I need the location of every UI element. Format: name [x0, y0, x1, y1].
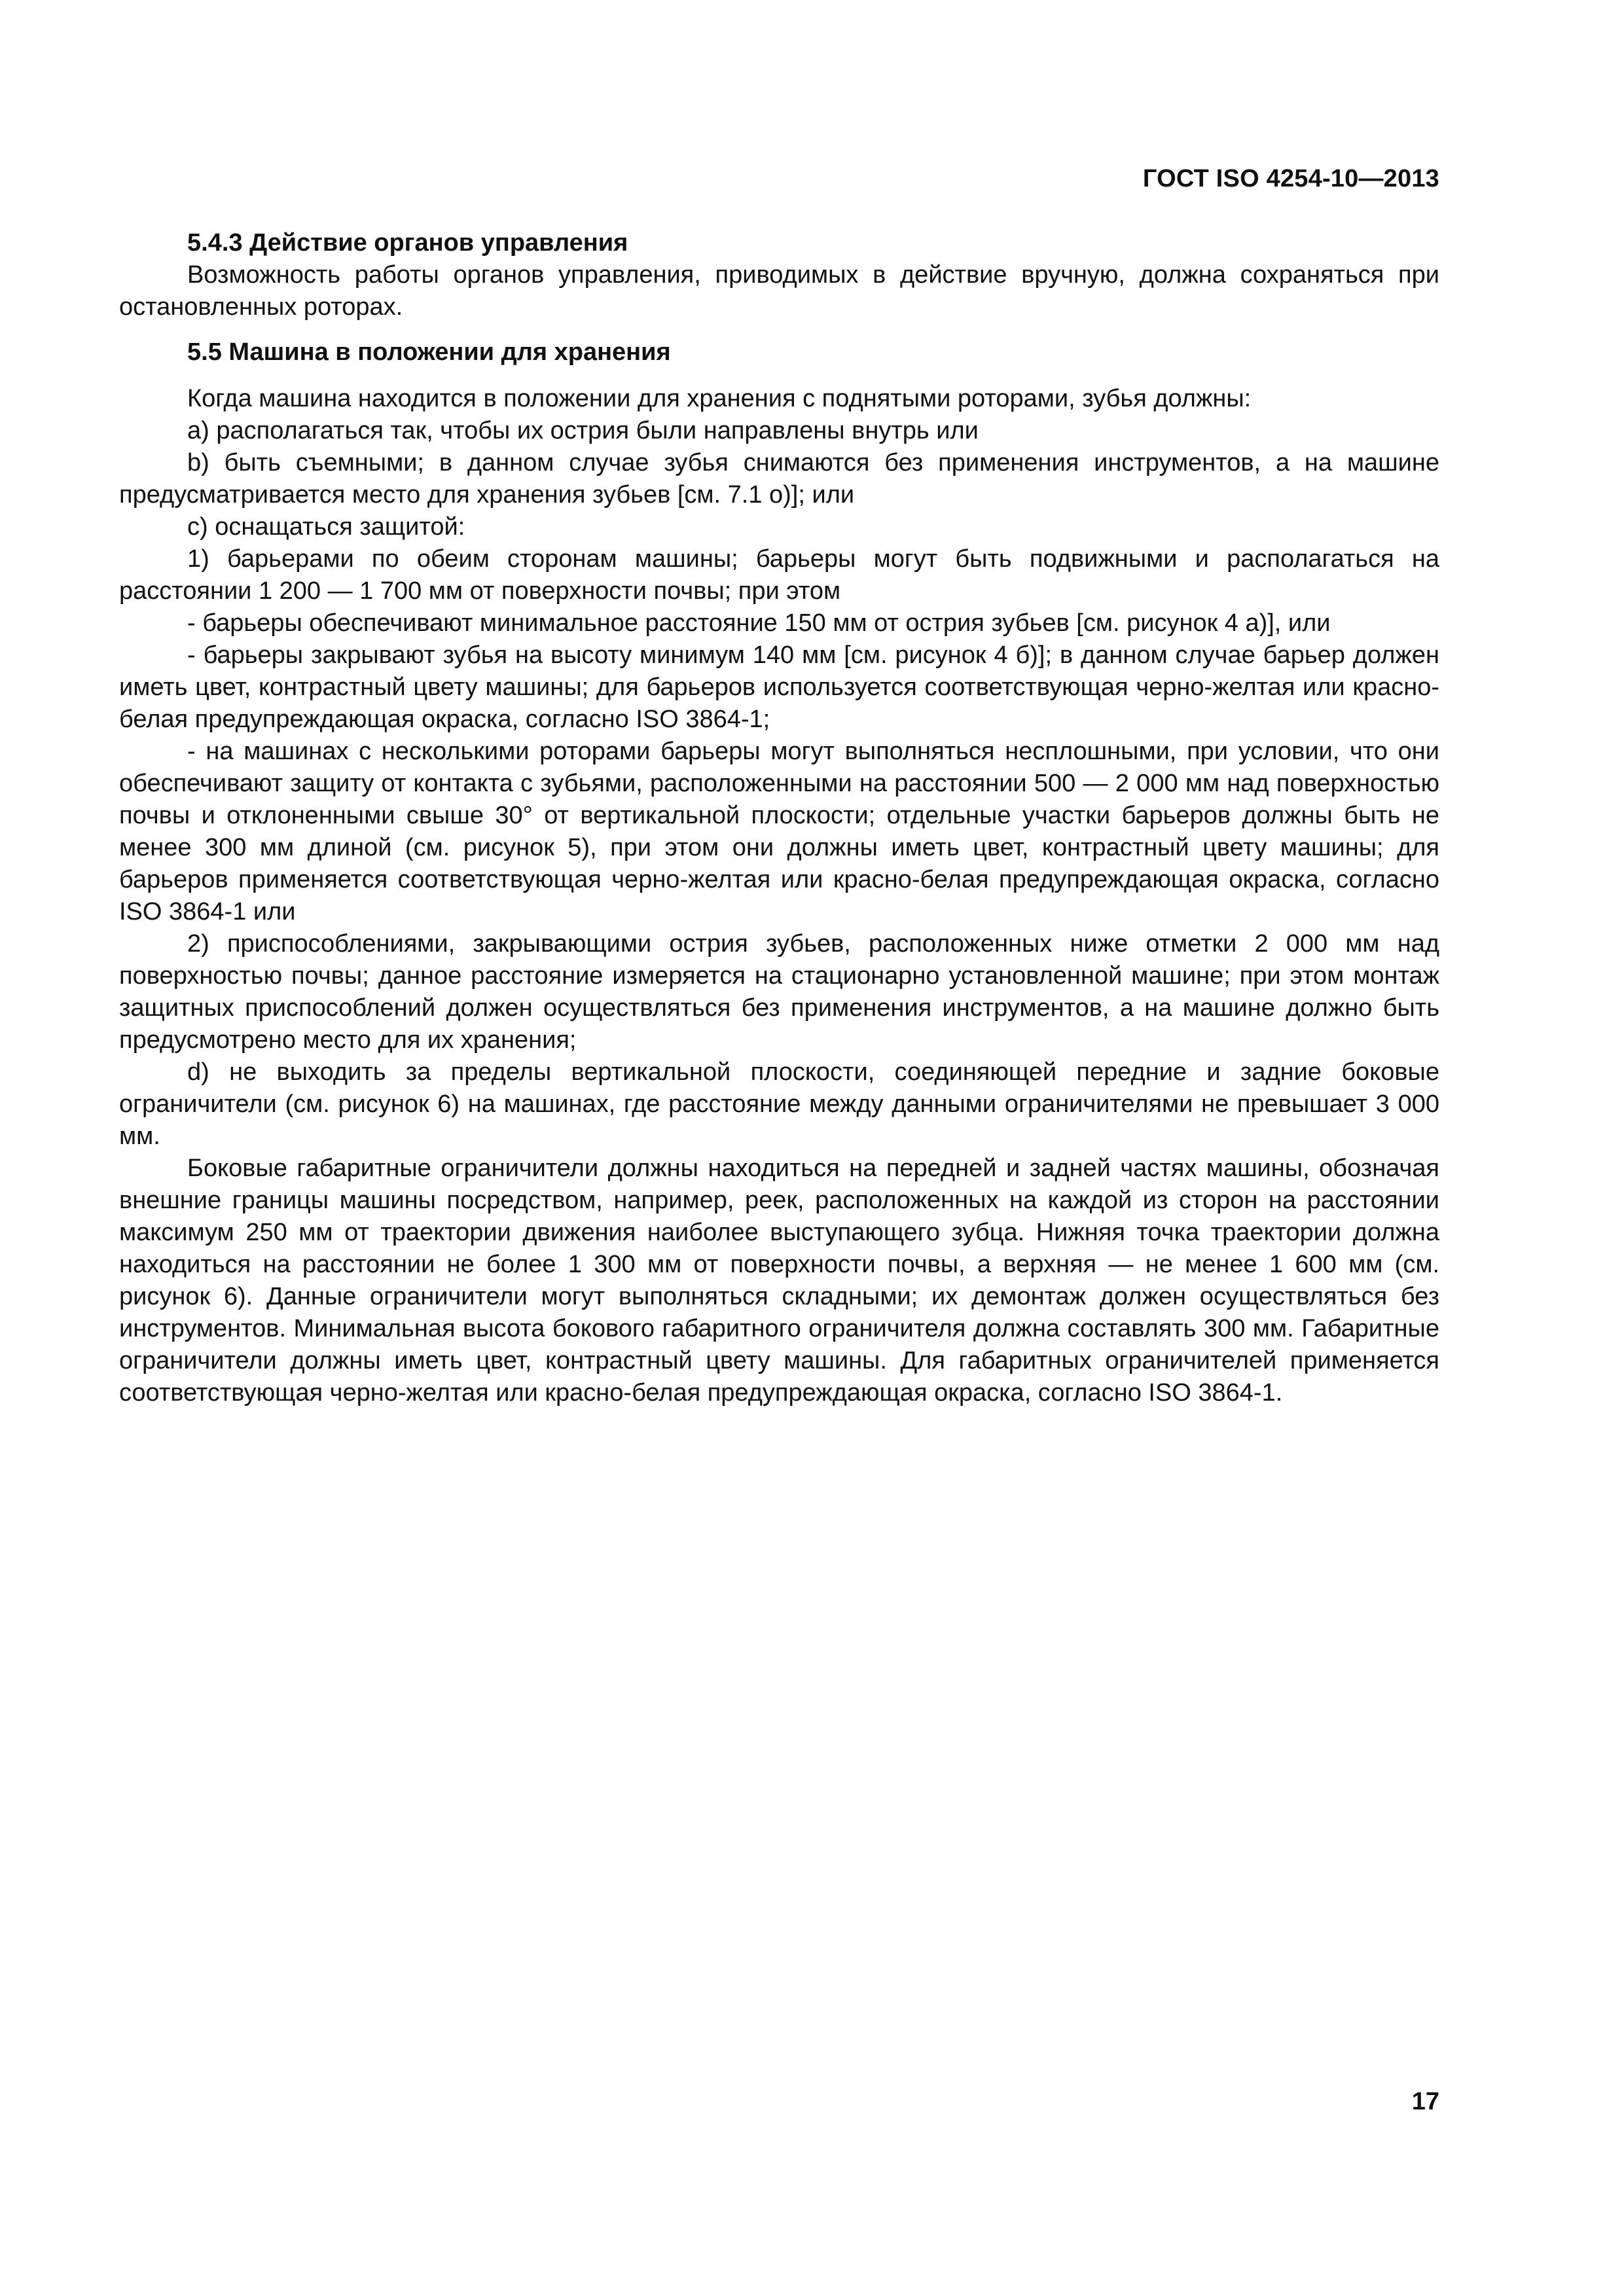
list-item-c-2: 2) приспособлениями, закрывающими острия зубьев, расположенных ниже отметки 2 000 мм над поверхностью почвы; данное расстояние измеряется на стационарно установленной машине; при этом монтаж защитных приспособлений должен осуществляться без применения инструментов, а на машине должно быть предусмотрено место для их хранения; [119, 930, 1439, 1054]
page-number: 17 [1411, 2088, 1439, 2115]
list-item-b: b) быть съемными; в данном случае зубья снимаются без применения инструментов, а на машине предусматривается место для хранения зубьев [см. 7.1 о)]; или [119, 449, 1439, 509]
list-item-a: а) располагаться так, чтобы их острия были направлены внутрь или [187, 417, 979, 444]
paragraph-side-limiters: Боковые габаритные ограничители должны находиться на передней и задней частях машины, обозначая внешние границы машины посредством, например, реек, расположенных на каждой из сторон на расстоянии максимум 250 мм от траектории движения наиболее выступающего зубца. Нижняя точка траектории должна находиться на расстоянии не более 1 300 мм от поверхности почвы, а верхняя — не менее 1 600 мм (см. рисунок 6). Данные ограничители могут выполняться складными; их демонтаж должен осуществляться без инструментов. Минимальная высота бокового габаритного ограничителя должна составлять 300 мм. Габаритные ограничители должны иметь цвет, контрастный цвету машины. Для габаритных ограничителей применяется соответствующая черно-желтая или красно-белая предупреждающая окраска, согласно ISO 3864-1. [119, 1155, 1439, 1407]
standard-designation: ГОСТ ISO 4254-10—2013 [1142, 165, 1439, 192]
list-item-c-1: 1) барьерами по обеим сторонам машины; барьеры могут быть подвижными и располагаться на расстоянии 1 200 — 1 700 мм от поверхности почвы; при этом [119, 545, 1439, 605]
list-item-c-1-dash-1: - барьеры обеспечивают минимальное расстояние 150 мм от острия зубьев [см. рисунок 4 а)], или [187, 609, 1331, 637]
list-item-c-1-dash-3: - на машинах с несколькими роторами барьеры могут выполняться несплошными, при условии, что они обеспечивают защиту от контакта с зубьями, расположенными на расстоянии 500 — 2 000 мм над поверхностью почвы и отклоненными свыше 30° от вертикальной плоскости; отдельные участки барьеров должны быть не менее 300 мм длиной (см. рисунок 5), при этом они должны иметь цвет, контрастный цвету машины; для барьеров применяется соответствующая черно-желтая или красно-белая предупреждающая окраска, согласно ISO 3864-1 или [119, 738, 1439, 925]
section-5-4-3-paragraph: Возможность работы органов управления, приводимых в действие вручную, должна сохраняться при остановленных роторах. [119, 261, 1439, 321]
list-item-d: d) не выходить за пределы вертикальной плоскости, соединяющей передние и задние боковые ограничители (см. рисунок 6) на машинах, где расстояние между данными ограничителями не превышает 3 000 мм. [119, 1058, 1439, 1150]
section-heading-5-4-3: 5.4.3 Действие органов управления [187, 229, 628, 257]
list-item-c: с) оснащаться защитой: [187, 513, 465, 541]
document-body [119, 227, 1439, 1409]
section-heading-5-5: 5.5 Машина в положении для хранения [187, 338, 671, 366]
list-item-c-1-dash-2: - барьеры закрывают зубья на высоту минимум 140 мм [см. рисунок 4 б)]; в данном случае барьер должен иметь цвет, контрастный цвету машины; для барьеров используется соответствующая черно-желтая или красно-белая предупреждающая окраска, согласно ISO 3864-1; [119, 641, 1439, 733]
paragraph-intro: Когда машина находится в положении для хранения с поднятыми роторами, зубья должны: [187, 385, 1252, 412]
